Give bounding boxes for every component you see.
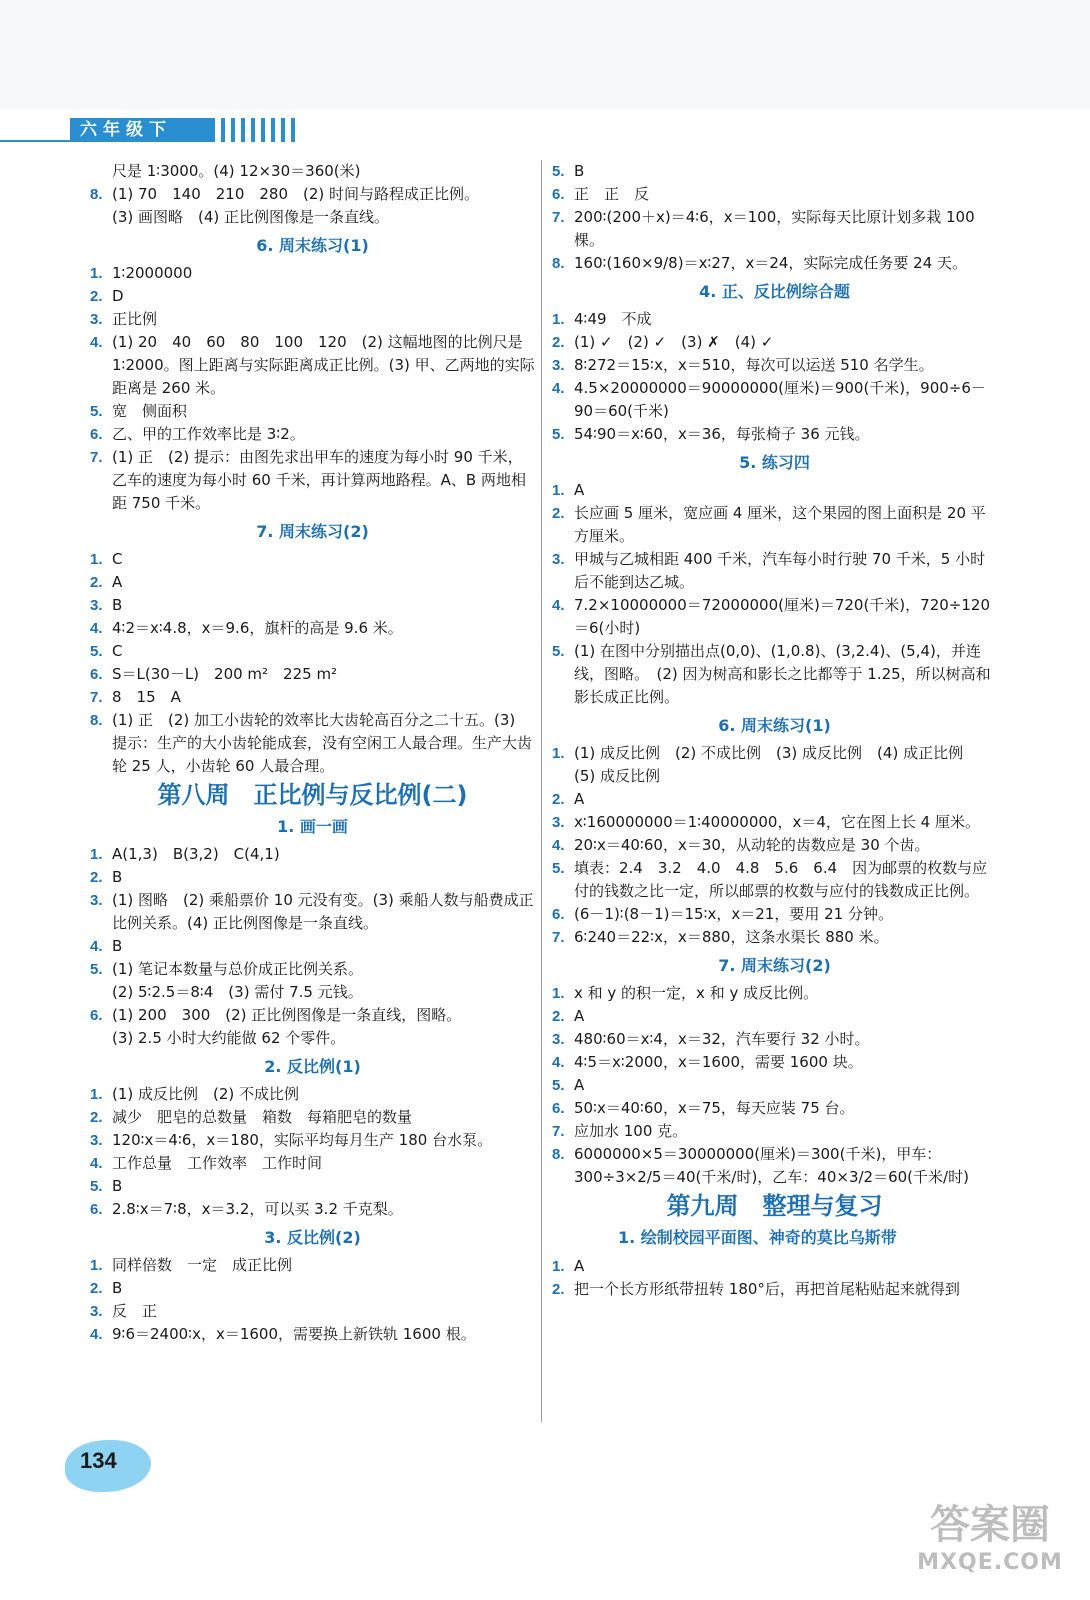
- answer-item: [90, 1300, 535, 1323]
- question-number: 3.: [90, 597, 103, 614]
- question-number: 1.: [552, 745, 565, 762]
- answer-text: (1) 成反比例 (2) 不成比例 (3) 成反比例 (4) 成正比例 (5) 成反比例: [574, 744, 979, 785]
- answer-text: 120∶x＝4∶6，x＝180，实际平均每月生产 180 台水泵。: [112, 1131, 493, 1149]
- answer-text: B: [112, 596, 123, 614]
- answer-text: 4∶49 不成: [574, 310, 652, 328]
- answer-text: 9∶6＝2400∶x，x＝1600，需要换上新铁轨 1600 根。: [112, 1325, 476, 1343]
- answer-text: (1) 20 40 60 80 100 120 (2) 这幅地图的比例尺是 1∶2000。图上距离与实际距离成正比例。(3) 甲、乙两地的实际距离是 260 米。: [112, 333, 535, 397]
- section-title: 6. 周末练习(1): [256, 236, 369, 255]
- answer-item: [552, 982, 997, 1005]
- answer-text: C: [112, 642, 123, 660]
- page-top-margin: [0, 0, 1090, 110]
- answer-text: 同样倍数 一定 成正比例: [112, 1256, 293, 1274]
- answer-text: 8∶272＝15∶x，x＝510，每次可以运送 510 名学生。: [574, 356, 934, 374]
- answer-text: (1) 70 140 210 280 (2) 时间与路程成正比例。: [112, 185, 480, 203]
- answer-text: 4∶5＝x∶2000，x＝1600，需要 1600 块。: [574, 1053, 863, 1071]
- section-title: 4. 正、反比例综合题: [699, 282, 850, 301]
- question-number: 4.: [90, 334, 103, 351]
- answer-item: [90, 1198, 535, 1221]
- question-number: 6.: [90, 666, 103, 683]
- question-number: 3.: [90, 1132, 103, 1149]
- answer-item: [90, 640, 535, 663]
- question-number: 3.: [90, 892, 103, 909]
- watermark: [900, 1500, 1080, 1575]
- left-column: [90, 160, 535, 1346]
- answer-item: [90, 1277, 535, 1300]
- answer-text: A: [574, 790, 585, 808]
- answer-item: [552, 811, 997, 834]
- answer-item: [552, 479, 997, 502]
- answer-text: 6000000×5＝30000000(厘米)＝300(千米)，甲车：300÷3×2/5＝40(千米/时)，乙车：40×3/2＝60(千米/时): [574, 1145, 969, 1186]
- answer-text: 长应画 5 厘米，宽应画 4 厘米，这个果园的图上面积是 20 平方厘米。: [574, 504, 986, 545]
- answer-item: [552, 857, 997, 903]
- question-number: 2.: [90, 1280, 103, 1297]
- answer-item: [90, 1129, 535, 1152]
- question-number: 5.: [552, 426, 565, 443]
- question-number: 3.: [552, 1031, 565, 1048]
- answer-text: C: [112, 550, 123, 568]
- answer-text: (1) 正 (2) 加工小齿轮的效率比大齿轮高百分之二十五。(3) 提示：生产的大小齿轮能成套，没有空闲工人最合理。生产大齿轮 25 人，小齿轮 60 人最合理。: [112, 711, 533, 775]
- answer-text: 200∶(200＋x)＝4∶6，x＝100，实际每天比原计划多栽 100 棵。: [574, 208, 975, 249]
- question-number: 1.: [552, 1258, 565, 1275]
- question-number: 1.: [90, 551, 103, 568]
- answer-item: [552, 423, 997, 446]
- answer-text: 20∶x＝40∶60，x＝30，从动轮的齿数应是 30 个齿。: [574, 836, 930, 854]
- answer-text: 把一个长方形纸带扭转 180°后，再把首尾粘贴起来就得到: [574, 1280, 960, 1298]
- question-number: 1.: [90, 846, 103, 863]
- answer-item: [552, 1074, 997, 1097]
- question-number: 1.: [552, 482, 565, 499]
- answer-item: [552, 160, 997, 183]
- question-number: 2.: [90, 1109, 103, 1126]
- answer-item: [552, 640, 997, 709]
- question-number: 3.: [90, 311, 103, 328]
- question-number: 2.: [552, 1281, 565, 1298]
- question-number: 3.: [552, 551, 565, 568]
- answer-item: [552, 1143, 997, 1189]
- answer-item: [90, 709, 535, 778]
- answer-item: [552, 594, 997, 640]
- question-number: 2.: [552, 791, 565, 808]
- question-number: 7.: [552, 1123, 565, 1140]
- answer-text: A: [574, 1257, 585, 1275]
- question-number: 6.: [90, 1201, 103, 1218]
- section-title: 2. 反比例(1): [264, 1057, 361, 1076]
- answer-text: 4.5×20000000＝90000000(厘米)＝900(千米)，900÷6－90＝60(千米): [574, 379, 986, 420]
- question-number: 6.: [552, 906, 565, 923]
- question-number: 4.: [552, 380, 565, 397]
- question-number: 6.: [90, 426, 103, 443]
- question-number: 5.: [90, 961, 103, 978]
- answer-item: [552, 308, 997, 331]
- answer-item: [552, 1097, 997, 1120]
- answer-item: [552, 903, 997, 926]
- answer-text: 减少 肥皂的总数量 箱数 每箱肥皂的数量: [112, 1108, 413, 1126]
- answer-text: A: [574, 1076, 585, 1094]
- question-number: 8.: [552, 1146, 565, 1163]
- answer-item: [552, 1120, 997, 1143]
- answer-item: [90, 183, 535, 206]
- question-number: 5.: [552, 1077, 565, 1094]
- question-number: 7.: [552, 929, 565, 946]
- answer-text: 6∶240＝22∶x，x＝880，这条水渠长 880 米。: [574, 928, 889, 946]
- question-number: 6.: [552, 186, 565, 203]
- answer-continuation: (3) 2.5 小时大约能做 62 个零件。: [112, 1029, 346, 1047]
- answer-item: [90, 446, 535, 515]
- question-number: 8.: [90, 712, 103, 729]
- question-number: 1.: [90, 1257, 103, 1274]
- question-number: 1.: [552, 985, 565, 1002]
- answer-item: [90, 958, 535, 981]
- answer-item: [90, 617, 535, 640]
- question-number: 4.: [552, 837, 565, 854]
- answer-item: [90, 548, 535, 571]
- question-number: 4.: [90, 1155, 103, 1172]
- answer-continuation: 尺是 1∶3000。(4) 12×30＝360(米): [112, 162, 361, 180]
- answer-item: [552, 788, 997, 811]
- grade-header-title: 六年级下: [80, 120, 172, 140]
- answer-text: 正比例: [112, 310, 158, 328]
- answer-text: (1) 图略 (2) 乘船票价 10 元没有变。(3) 乘船人数与船费成正比例关系。(4) 正比例图像是一条直线。: [112, 891, 534, 932]
- answer-text: B: [112, 1177, 123, 1195]
- answer-item: [552, 742, 997, 788]
- answer-item: [90, 571, 535, 594]
- answer-item: [552, 331, 997, 354]
- question-number: 5.: [90, 643, 103, 660]
- answer-item: [90, 663, 535, 686]
- answer-text: B: [112, 868, 123, 886]
- answer-text: B: [112, 1279, 123, 1297]
- answer-item: [552, 548, 997, 594]
- question-number: 7.: [90, 449, 103, 466]
- question-number: 2.: [552, 505, 565, 522]
- answer-text: B: [574, 162, 585, 180]
- answer-text: 乙、甲的工作效率比是 3∶2。: [112, 425, 305, 443]
- answer-text: (1) 成反比例 (2) 不成比例: [112, 1085, 300, 1103]
- answer-item: [552, 926, 997, 949]
- header-underline: [0, 140, 70, 142]
- answer-text: (1) 笔记本数量与总价成正比例关系。: [112, 960, 364, 978]
- section-title: 6. 周末练习(1): [718, 716, 831, 735]
- answer-text: 甲城与乙城相距 400 千米，汽车每小时行驶 70 千米，5 小时后不能到达乙城。: [574, 550, 986, 591]
- answer-text: (1) 200 300 (2) 正比例图像是一条直线，图略。: [112, 1006, 462, 1024]
- answer-item: [552, 206, 997, 252]
- answer-item: [90, 889, 535, 935]
- question-number: 4.: [90, 938, 103, 955]
- question-number: 1.: [552, 311, 565, 328]
- right-column: [552, 160, 997, 1301]
- answer-text: A: [574, 1007, 585, 1025]
- answer-item: [552, 1278, 997, 1301]
- answer-text: x 和 y 的积一定，x 和 y 成反比例。: [574, 984, 819, 1002]
- answer-item: [552, 354, 997, 377]
- question-number: 5.: [90, 403, 103, 420]
- answer-text: 50∶x＝40∶60，x＝75，每天应装 75 台。: [574, 1099, 855, 1117]
- answer-item: [90, 1175, 535, 1198]
- header-stripes-decoration: [215, 118, 300, 142]
- question-number: 2.: [90, 288, 103, 305]
- question-number: 4.: [552, 1054, 565, 1071]
- answer-text: S＝L(30－L) 200 m² 225 m²: [112, 665, 338, 683]
- answer-text: 反 正: [112, 1302, 158, 1320]
- week-title: 第九周 整理与复习: [666, 1192, 883, 1220]
- question-number: 1.: [90, 1086, 103, 1103]
- answer-text: D: [112, 287, 124, 305]
- question-number: 5.: [90, 1178, 103, 1195]
- question-number: 5.: [552, 643, 565, 660]
- answer-text: 480∶60＝x∶4，x＝32，汽车要行 32 小时。: [574, 1030, 870, 1048]
- question-number: 2.: [90, 574, 103, 591]
- answer-item: [90, 400, 535, 423]
- answer-item: [552, 183, 997, 206]
- answer-text: 填表：2.4 3.2 4.0 4.8 5.6 6.4 因为邮票的枚数与应付的钱数之比一定，所以邮票的枚数与应付的钱数成正比例。: [574, 859, 988, 900]
- answer-text: 4∶2＝x∶4.8，x＝9.6，旗杆的高是 9.6 米。: [112, 619, 403, 637]
- answer-item: [90, 1083, 535, 1106]
- question-number: 2.: [552, 1008, 565, 1025]
- answer-text: 8 15 A: [112, 688, 181, 706]
- answer-text: (1) 正 (2) 提示：由图先求出甲车的速度为每小时 90 千米，乙车的速度为每小时 60 千米，再计算两地路程。A、B 两地相距 750 千米。: [112, 448, 526, 512]
- column-divider: [541, 160, 542, 1422]
- question-number: 5.: [552, 163, 565, 180]
- answer-item: [90, 1254, 535, 1277]
- answer-text: x∶160000000＝1∶40000000，x＝4，它在图上长 4 厘米。: [574, 813, 980, 831]
- answer-item: [552, 502, 997, 548]
- question-number: 1.: [90, 265, 103, 282]
- answer-continuation: (3) 画图略 (4) 正比例图像是一条直线。: [112, 208, 390, 226]
- question-number: 6.: [90, 1007, 103, 1024]
- section-title: 7. 周末练习(2): [256, 522, 369, 541]
- answer-item: [90, 285, 535, 308]
- question-number: 8.: [90, 186, 103, 203]
- answer-item: [552, 834, 997, 857]
- answer-item: [552, 1028, 997, 1051]
- answer-text: A(1,3) B(3,2) C(4,1): [112, 845, 280, 863]
- watermark-text: 答案圈: [930, 1502, 1050, 1548]
- answer-text: (1) 在图中分别描出点(0,0)、(1,0.8)、(3,2.4)、(5,4)，并连线，图略。 (2) 因为树高和影长之比都等于 1.25，所以树高和影长成正比例。: [574, 642, 991, 706]
- section-title: 3. 反比例(2): [264, 1228, 361, 1247]
- page-number: 134: [80, 1448, 117, 1473]
- week-title: 第八周 正比例与反比例(二): [157, 781, 468, 809]
- question-number: 8.: [552, 255, 565, 272]
- question-number: 4.: [552, 597, 565, 614]
- answer-text: 宽 侧面积: [112, 402, 188, 420]
- section-title: 7. 周末练习(2): [718, 956, 831, 975]
- answer-item: [90, 1106, 535, 1129]
- answer-item: [90, 1323, 535, 1346]
- question-number: 4.: [90, 1326, 103, 1343]
- question-number: 2.: [552, 334, 565, 351]
- answer-item: [552, 1005, 997, 1028]
- answer-item: [90, 308, 535, 331]
- section-title: 1. 绘制校园平面图、神奇的莫比乌斯带: [618, 1228, 897, 1247]
- answer-item: [552, 377, 997, 423]
- answer-text: 应加水 100 克。: [574, 1122, 688, 1140]
- answer-item: [90, 1004, 535, 1027]
- answer-text: (6－1)∶(8－1)＝15∶x，x＝21，要用 21 分钟。: [574, 905, 893, 923]
- answer-item: [552, 252, 997, 275]
- answer-item: [90, 866, 535, 889]
- answer-continuation: (2) 5∶2.5＝8∶4 (3) 需付 7.5 元钱。: [112, 983, 363, 1001]
- answer-text: 160∶(160×9/8)＝x∶27，x＝24，实际完成任务要 24 天。: [574, 254, 968, 272]
- answer-item: [90, 935, 535, 958]
- answer-item: [90, 686, 535, 709]
- watermark-url: MXQE.COM: [917, 1550, 1063, 1575]
- answer-item: [90, 423, 535, 446]
- answer-item: [90, 262, 535, 285]
- answer-item: [552, 1051, 997, 1074]
- answer-text: 2.8∶x＝7∶8，x＝3.2，可以买 3.2 千克梨。: [112, 1200, 403, 1218]
- answer-text: A: [112, 573, 123, 591]
- question-number: 5.: [552, 860, 565, 877]
- question-number: 2.: [90, 869, 103, 886]
- answer-text: B: [112, 937, 123, 955]
- question-number: 3.: [552, 357, 565, 374]
- answer-item: [90, 1152, 535, 1175]
- answer-text: 1∶2000000: [112, 264, 193, 282]
- section-title: 5. 练习四: [739, 453, 810, 472]
- answer-text: 正 正 反: [574, 185, 650, 203]
- answer-item: [90, 843, 535, 866]
- answer-text: 54∶90＝x∶60，x＝36，每张椅子 36 元钱。: [574, 425, 870, 443]
- question-number: 4.: [90, 620, 103, 637]
- section-title: 1. 画一画: [277, 817, 348, 836]
- answer-text: (1) ✓ (2) ✓ (3) ✗ (4) ✓: [574, 333, 774, 351]
- question-number: 7.: [552, 209, 565, 226]
- answer-item: [90, 594, 535, 617]
- answer-text: 工作总量 工作效率 工作时间: [112, 1154, 323, 1172]
- answer-item: [90, 331, 535, 400]
- question-number: 7.: [90, 689, 103, 706]
- answer-item: [552, 1255, 997, 1278]
- question-number: 3.: [552, 814, 565, 831]
- answer-text: A: [574, 481, 585, 499]
- answer-text: 7.2×10000000＝72000000(厘米)＝720(千米)，720÷120＝6(小时): [574, 596, 990, 637]
- question-number: 6.: [552, 1100, 565, 1117]
- question-number: 3.: [90, 1303, 103, 1320]
